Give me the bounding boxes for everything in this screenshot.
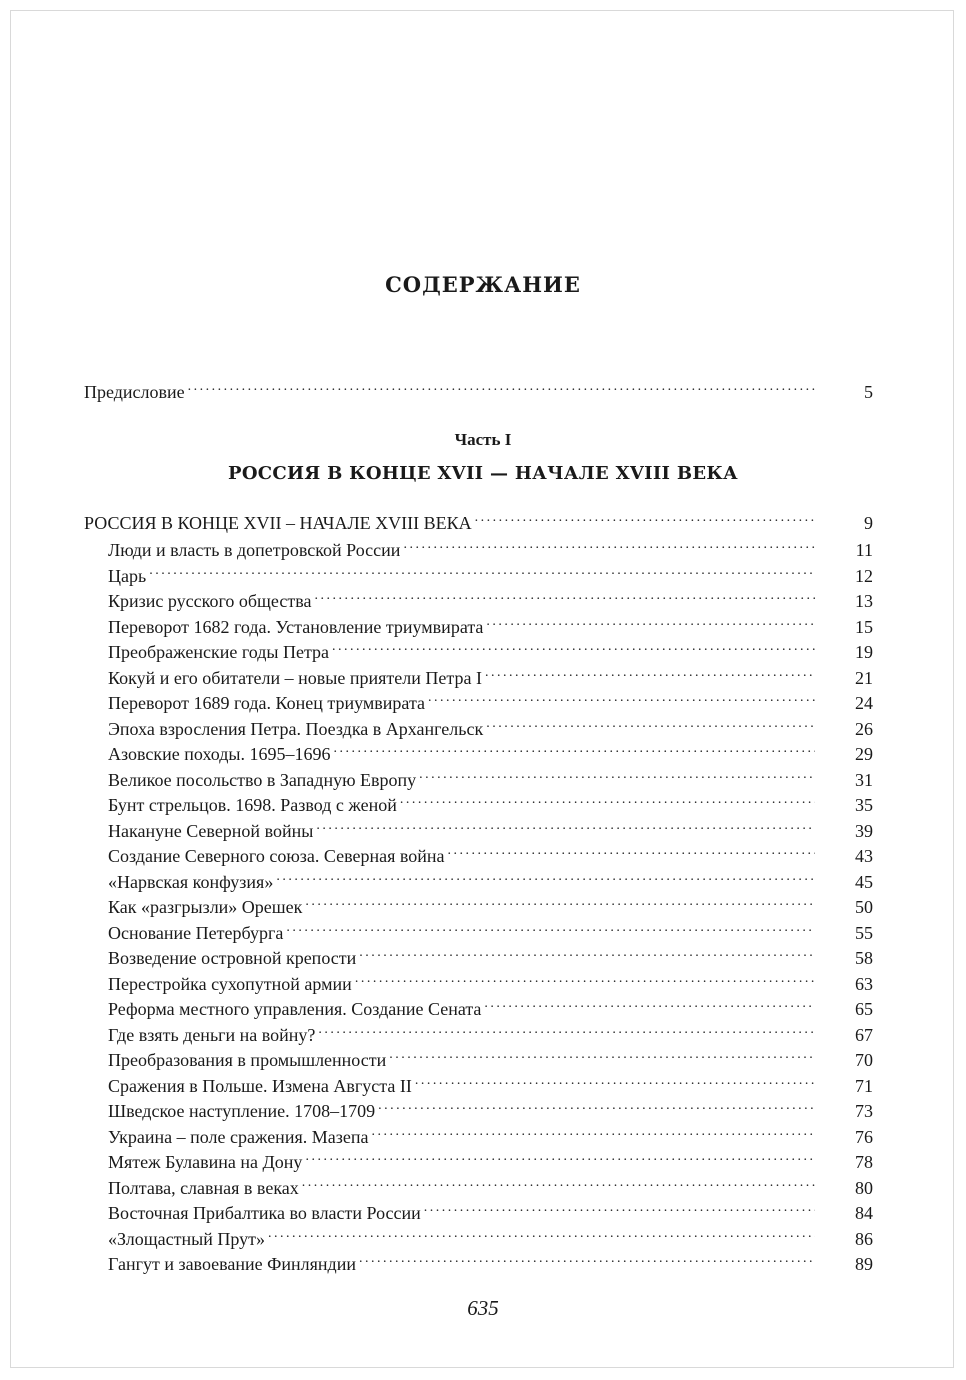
dot-leader xyxy=(371,1121,815,1143)
dot-leader xyxy=(302,1172,815,1194)
toc-entry[interactable] xyxy=(108,585,873,611)
toc-entry-label: Накануне Северной войны xyxy=(108,821,314,841)
toc-entry[interactable] xyxy=(108,891,873,917)
toc-entry-page: 5 xyxy=(864,382,873,402)
toc-entry[interactable] xyxy=(108,789,873,815)
toc-entry-page: 31 xyxy=(855,770,873,790)
toc-entry-label: Кризис русского общества xyxy=(108,591,312,611)
toc-entry-label: «Злощастный Прут» xyxy=(108,1229,265,1249)
dot-leader xyxy=(316,815,815,837)
toc-entry-label: Гангут и завоевание Финляндии xyxy=(108,1254,356,1274)
dot-leader xyxy=(424,1197,815,1219)
toc-entry[interactable] xyxy=(108,815,873,841)
toc-entry-page: 29 xyxy=(855,744,873,764)
dot-leader xyxy=(359,1248,815,1270)
toc-entry[interactable] xyxy=(108,738,873,764)
toc-entry-page: 80 xyxy=(855,1178,873,1198)
toc-entry[interactable] xyxy=(108,1248,873,1274)
toc-entry-page: 89 xyxy=(855,1254,873,1274)
dot-leader xyxy=(332,636,815,658)
dot-leader xyxy=(419,764,815,786)
dot-leader xyxy=(276,866,815,888)
toc-entry-page: 21 xyxy=(855,668,873,688)
toc-entry-page: 11 xyxy=(855,540,873,560)
dot-leader xyxy=(428,687,815,709)
toc-entry-label: Украина – поле сражения. Мазепа xyxy=(108,1127,369,1147)
toc-entry-page: 24 xyxy=(855,693,873,713)
toc-entry[interactable] xyxy=(108,764,873,790)
toc-entry-label: Преображенские годы Петра xyxy=(108,642,330,662)
toc-entry-page: 50 xyxy=(855,897,873,917)
dot-leader xyxy=(149,560,815,582)
toc-entry-page: 71 xyxy=(855,1076,873,1096)
toc-entry-label: Шведское наступление. 1708–1709 xyxy=(108,1101,376,1121)
dot-leader xyxy=(415,1070,815,1092)
toc-entry-label: Основание Петербурга xyxy=(108,923,284,943)
page-title: СОДЕРЖАНИЕ xyxy=(385,272,581,297)
toc-entry-label: Сражения в Польше. Измена Августа II xyxy=(108,1076,412,1096)
toc-entry-label: Царь xyxy=(108,566,147,586)
toc-entry[interactable] xyxy=(108,1172,873,1198)
dot-leader xyxy=(305,1146,815,1168)
toc-entry-page: 43 xyxy=(855,846,873,866)
toc-entry-page: 12 xyxy=(855,566,873,586)
part-label: Часть I xyxy=(454,430,512,449)
toc-entry-page: 26 xyxy=(855,719,873,739)
dot-leader xyxy=(334,738,816,760)
dot-leader xyxy=(403,534,815,556)
toc-entry-preface[interactable] xyxy=(84,376,873,402)
dot-leader xyxy=(486,611,815,633)
toc-entry[interactable] xyxy=(108,1070,873,1096)
toc-entry-label: Переворот 1682 года. Установление триумвирата xyxy=(108,617,484,637)
toc-entry[interactable] xyxy=(108,968,873,994)
toc-entry-page: 13 xyxy=(855,591,873,611)
dot-leader xyxy=(359,942,815,964)
toc-entry[interactable] xyxy=(108,917,873,943)
toc-entry-label: Кокуй и его обитатели – новые приятели Петра I xyxy=(108,668,482,688)
toc-entry[interactable] xyxy=(108,1019,873,1045)
dot-leader xyxy=(389,1044,815,1066)
dot-leader xyxy=(475,507,815,529)
dot-leader xyxy=(286,917,815,939)
toc-entry-page: 15 xyxy=(855,617,873,637)
toc-entry-page: 58 xyxy=(855,948,873,968)
dot-leader xyxy=(485,662,815,684)
toc-entry-label: Как «разгрызли» Орешек xyxy=(108,897,303,917)
toc-entry-label: Азовские походы. 1695–1696 xyxy=(108,744,331,764)
dot-leader xyxy=(188,376,815,398)
toc-entry[interactable] xyxy=(108,713,873,739)
toc-entry-page: 78 xyxy=(855,1152,873,1172)
toc-entry-label: Великое посольство в Западную Европу xyxy=(108,770,417,790)
dot-leader xyxy=(400,789,815,811)
toc-entry-label: Реформа местного управления. Создание Сената xyxy=(108,999,482,1019)
toc-entry-label: Восточная Прибалтика во власти России xyxy=(108,1203,421,1223)
toc-entry[interactable] xyxy=(108,1095,873,1121)
dot-leader xyxy=(378,1095,815,1117)
toc-entry-label: Где взять деньги на войну? xyxy=(108,1025,316,1045)
dot-leader xyxy=(355,968,815,990)
toc-entry[interactable] xyxy=(108,1044,873,1070)
page-number: 635 xyxy=(467,1296,499,1320)
toc-entry[interactable] xyxy=(108,942,873,968)
toc-entry[interactable] xyxy=(108,560,873,586)
toc-entry-label: Переворот 1689 года. Конец триумвирата xyxy=(108,693,426,713)
toc-entry-page: 63 xyxy=(855,974,873,994)
toc-entry-page: 67 xyxy=(855,1025,873,1045)
toc-entry-label: Бунт стрельцов. 1698. Развод с женой xyxy=(108,795,397,815)
toc-entry[interactable] xyxy=(108,993,873,1019)
toc-entry-page: 55 xyxy=(855,923,873,943)
toc-entry-chapter[interactable] xyxy=(84,507,873,533)
toc-entry[interactable] xyxy=(108,840,873,866)
dot-leader xyxy=(448,840,815,862)
part-title: РОССИЯ В КОНЦЕ XVII — НАЧАЛЕ XVIII ВЕКА xyxy=(227,463,739,484)
toc-entry-label: Мятеж Булавина на Дону xyxy=(108,1152,303,1172)
toc-entry-label: Преобразования в промышленности xyxy=(108,1050,387,1070)
toc-entry[interactable] xyxy=(108,636,873,662)
toc-entry-label: «Нарвская конфузия» xyxy=(108,872,274,892)
toc-entry[interactable] xyxy=(108,687,873,713)
toc-entry[interactable] xyxy=(108,534,873,560)
toc-entry-page: 19 xyxy=(855,642,873,662)
dot-leader xyxy=(305,891,815,913)
dot-leader xyxy=(268,1223,815,1245)
toc-entry[interactable] xyxy=(108,866,873,892)
toc-entry-label: Возведение островной крепости xyxy=(108,948,357,968)
toc-entry-page: 70 xyxy=(855,1050,873,1070)
toc-entry[interactable] xyxy=(108,611,873,637)
dot-leader xyxy=(484,993,815,1015)
toc-entry-label: Эпоха взросления Петра. Поездка в Архангельск xyxy=(108,719,484,739)
toc-entry-label: Предисловие xyxy=(84,382,185,402)
toc-entry-label: РОССИЯ В КОНЦЕ XVII – НАЧАЛЕ XVIII ВЕКА xyxy=(84,513,472,533)
toc-entry-page: 86 xyxy=(855,1229,873,1249)
dot-leader xyxy=(314,585,815,607)
toc-entry[interactable] xyxy=(108,662,873,688)
toc-entry-label: Создание Северного союза. Северная война xyxy=(108,846,445,866)
toc-entry-page: 9 xyxy=(864,513,873,533)
toc-entry[interactable] xyxy=(108,1146,873,1172)
toc-entry-page: 84 xyxy=(855,1203,873,1223)
toc-entry-page: 76 xyxy=(855,1127,873,1147)
toc-entry-page: 65 xyxy=(855,999,873,1019)
toc-entry-label: Перестройка сухопутной армии xyxy=(108,974,352,994)
toc-entry[interactable] xyxy=(108,1223,873,1249)
toc-entry[interactable] xyxy=(108,1121,873,1147)
toc-entry-page: 39 xyxy=(855,821,873,841)
dot-leader xyxy=(318,1019,815,1041)
toc-entry-page: 35 xyxy=(855,795,873,815)
toc-entry[interactable] xyxy=(108,1197,873,1223)
toc-entry-page: 73 xyxy=(855,1101,873,1121)
toc-entry-page: 45 xyxy=(855,872,873,892)
toc-entry-label: Люди и власть в допетровской России xyxy=(108,540,401,560)
toc-entry-label: Полтава, славная в веках xyxy=(108,1178,299,1198)
dot-leader xyxy=(486,713,815,735)
